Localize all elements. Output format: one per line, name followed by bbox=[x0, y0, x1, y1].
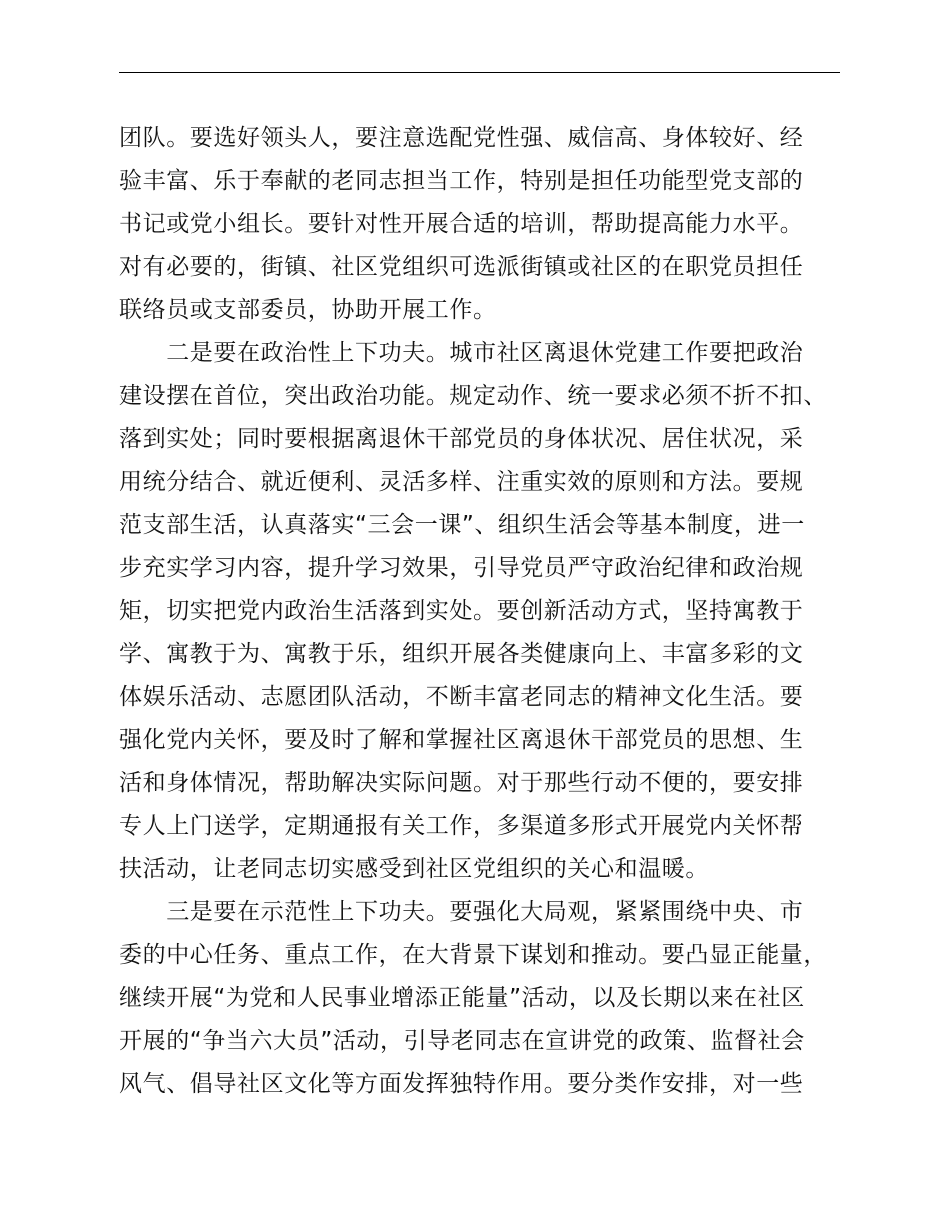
text-line: 继续开展“为党和人民事业增添正能量”活动，以及长期以来在社区 bbox=[119, 985, 805, 1011]
text-line: 二是要在政治性上下功夫。城市社区离退休党建工作要把政治 bbox=[119, 340, 804, 366]
text-line: 书记或党小组长。要针对性开展合适的培训，帮助提高能力水平。 bbox=[119, 211, 804, 237]
text-line: 建设摆在首位，突出政治功能。规定动作、统一要求必须不折不扣、 bbox=[119, 383, 827, 409]
text-line: 落到实处；同时要根据离退休干部党员的身体状况、居住状况，采 bbox=[119, 426, 804, 452]
text-line: 团队。要选好领头人，要注意选配党性强、威信高、身体较好、经 bbox=[119, 125, 804, 151]
body-text bbox=[119, 117, 840, 1106]
text-line: 活和身体情况，帮助解决实际问题。对于那些行动不便的，要安排 bbox=[119, 770, 804, 796]
header-rule bbox=[119, 72, 840, 73]
text-line: 步充实学习内容，提升学习效果，引导党员严守政治纪律和政治规 bbox=[119, 555, 804, 581]
text-line: 对有必要的，街镇、社区党组织可选派街镇或社区的在职党员担任 bbox=[119, 254, 804, 280]
text-line: 范支部生活，认真落实“三会一课”、组织生活会等基本制度，进一 bbox=[119, 512, 805, 538]
text-line: 风气、倡导社区文化等方面发挥独特作用。要分类作安排，对一些 bbox=[119, 1071, 804, 1097]
text-line: 矩，切实把党内政治生活落到实处。要创新活动方式，坚持寓教于 bbox=[119, 598, 804, 624]
text-line: 体娱乐活动、志愿团队活动，不断丰富老同志的精神文化生活。要 bbox=[119, 684, 804, 710]
text-line: 用统分结合、就近便利、灵活多样、注重实效的原则和方法。要规 bbox=[119, 469, 804, 495]
text-line: 委的中心任务、重点工作，在大背景下谋划和推动。要凸显正能量， bbox=[119, 942, 827, 968]
text-line: 验丰富、乐于奉献的老同志担当工作，特别是担任功能型党支部的 bbox=[119, 168, 804, 194]
text-line: 强化党内关怀，要及时了解和掌握社区离退休干部党员的思想、生 bbox=[119, 727, 804, 753]
text-line: 学、寓教于为、寓教于乐，组织开展各类健康向上、丰富多彩的文 bbox=[119, 641, 804, 667]
text-line: 联络员或支部委员，协助开展工作。 bbox=[119, 297, 497, 323]
text-line: 三是要在示范性上下功夫。要强化大局观，紧紧围绕中央、市 bbox=[119, 899, 804, 925]
text-line: 专人上门送学，定期通报有关工作，多渠道多形式开展党内关怀帮 bbox=[119, 813, 804, 839]
text-line: 开展的“争当六大员”活动，引导老同志在宣讲党的政策、监督社会 bbox=[119, 1028, 805, 1054]
text-line: 扶活动，让老同志切实感受到社区党组织的关心和温暖。 bbox=[119, 856, 709, 882]
